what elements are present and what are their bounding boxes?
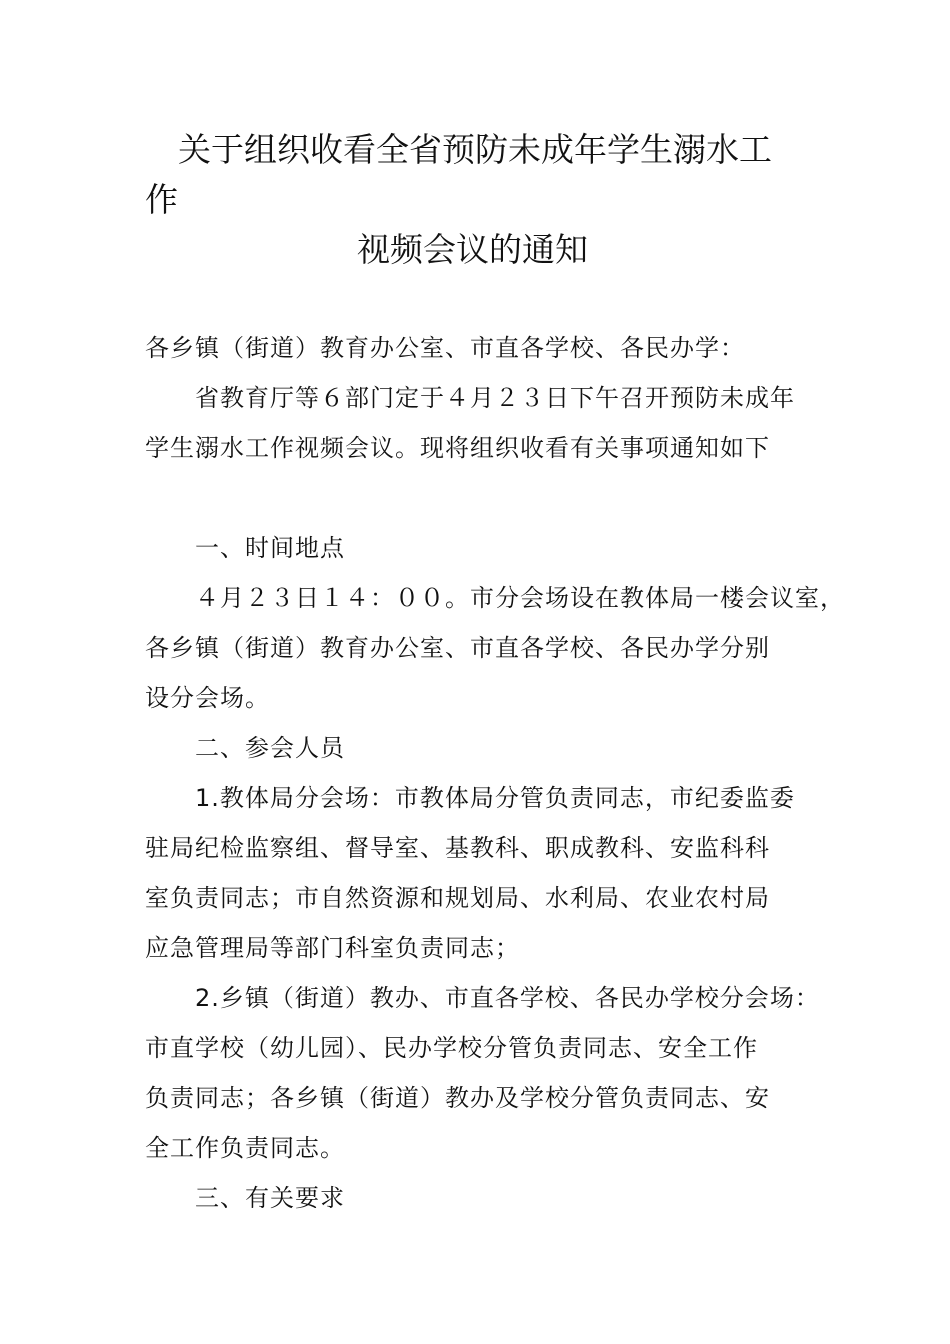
section2-item2-line-2: 市直学校（幼儿园）、民办学校分管负责同志、安全工作 [145, 1034, 758, 1062]
doc-title-line1-wrap: 作 [145, 180, 178, 219]
section1-line-3: 设分会场。 [145, 684, 270, 712]
section2-item1-line-3: 室负责同志；市自然资源和规划局、水利局、农业农村局 [145, 884, 770, 912]
intro-line-1: 省教育厅等６部门定于４月２３日下午召开预防未成年 [195, 384, 795, 412]
doc-title-line1: 关于组织收看全省预防未成年学生溺水工 [178, 130, 772, 169]
section1-heading: 一、时间地点 [195, 534, 345, 562]
section2-heading: 二、参会人员 [195, 734, 345, 762]
doc-title-line2: 视频会议的通知 [357, 230, 588, 269]
section2-item1-line-1: 1.教体局分会场：市教体局分管负责同志，市纪委监委 [195, 784, 795, 812]
section1-line-2: 各乡镇（街道）教育办公室、市直各学校、各民办学分别 [145, 634, 770, 662]
section2-item2-line-1: 2.乡镇（街道）教办、市直各学校、各民办学校分会场： [195, 984, 820, 1012]
section3-heading: 三、有关要求 [195, 1184, 345, 1212]
section2-item2-line-3: 负责同志；各乡镇（街道）教办及学校分管负责同志、安 [145, 1084, 770, 1112]
section2-item2-line-4: 全工作负责同志。 [145, 1134, 345, 1162]
section2-item1-line-4: 应急管理局等部门科室负责同志； [145, 934, 520, 962]
section2-item1-line-2: 驻局纪检监察组、督导室、基教科、职成教科、安监科科 [145, 834, 770, 862]
intro-line-2: 学生溺水工作视频会议。现将组织收看有关事项通知如下 [145, 434, 770, 462]
salutation: 各乡镇（街道）教育办公室、市直各学校、各民办学： [145, 334, 745, 362]
section1-line-1: ４月２３日１４：００。市分会场设在教体局一楼会议室， [195, 584, 845, 612]
